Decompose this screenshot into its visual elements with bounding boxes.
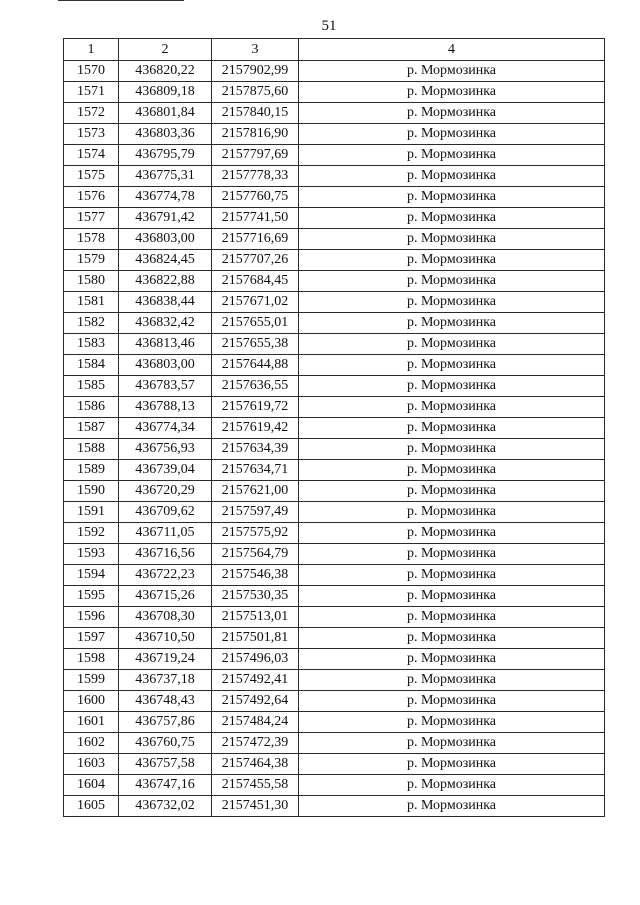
y-coordinate-cell: 2157634,71 xyxy=(212,460,299,481)
table-row xyxy=(64,82,605,103)
table-row xyxy=(64,418,605,439)
point-number-cell: 1570 xyxy=(64,61,119,82)
x-coordinate-cell: 436803,00 xyxy=(119,229,212,250)
point-number-cell: 1583 xyxy=(64,334,119,355)
description-cell: р. Мормозинка xyxy=(299,397,605,418)
x-coordinate-cell: 436775,31 xyxy=(119,166,212,187)
x-coordinate-cell: 436801,84 xyxy=(119,103,212,124)
description-cell: р. Мормозинка xyxy=(299,586,605,607)
top-rule xyxy=(58,0,184,1)
x-coordinate-cell: 436813,46 xyxy=(119,334,212,355)
y-coordinate-cell: 2157472,39 xyxy=(212,733,299,754)
y-coordinate-cell: 2157655,01 xyxy=(212,313,299,334)
x-coordinate-cell: 436709,62 xyxy=(119,502,212,523)
point-number-cell: 1603 xyxy=(64,754,119,775)
x-coordinate-cell: 436791,42 xyxy=(119,208,212,229)
description-cell: р. Мормозинка xyxy=(299,376,605,397)
table-row xyxy=(64,292,605,313)
point-number-cell: 1592 xyxy=(64,523,119,544)
point-number-cell: 1591 xyxy=(64,502,119,523)
description-cell: р. Мормозинка xyxy=(299,754,605,775)
x-coordinate-cell: 436832,42 xyxy=(119,313,212,334)
table-row xyxy=(64,355,605,376)
description-cell: р. Мормозинка xyxy=(299,250,605,271)
description-cell: р. Мормозинка xyxy=(299,607,605,628)
x-coordinate-cell: 436788,13 xyxy=(119,397,212,418)
point-number-cell: 1572 xyxy=(64,103,119,124)
x-coordinate-cell: 436774,78 xyxy=(119,187,212,208)
table-row xyxy=(64,376,605,397)
point-number-cell: 1605 xyxy=(64,796,119,817)
description-cell: р. Мормозинка xyxy=(299,670,605,691)
point-number-cell: 1594 xyxy=(64,565,119,586)
table-row xyxy=(64,460,605,481)
x-coordinate-cell: 436722,23 xyxy=(119,565,212,586)
description-cell: р. Мормозинка xyxy=(299,208,605,229)
table-row xyxy=(64,586,605,607)
description-cell: р. Мормозинка xyxy=(299,145,605,166)
description-cell: р. Мормозинка xyxy=(299,229,605,250)
x-coordinate-cell: 436747,16 xyxy=(119,775,212,796)
point-number-cell: 1596 xyxy=(64,607,119,628)
description-cell: р. Мормозинка xyxy=(299,523,605,544)
description-cell: р. Мормозинка xyxy=(299,313,605,334)
table-row xyxy=(64,628,605,649)
description-cell: р. Мормозинка xyxy=(299,334,605,355)
y-coordinate-cell: 2157464,38 xyxy=(212,754,299,775)
description-cell: р. Мормозинка xyxy=(299,82,605,103)
table-row xyxy=(64,607,605,628)
table-row xyxy=(64,187,605,208)
table-row xyxy=(64,775,605,796)
x-coordinate-cell: 436720,29 xyxy=(119,481,212,502)
table-row xyxy=(64,565,605,586)
y-coordinate-cell: 2157546,38 xyxy=(212,565,299,586)
point-number-cell: 1597 xyxy=(64,628,119,649)
point-number-cell: 1590 xyxy=(64,481,119,502)
table-row xyxy=(64,334,605,355)
y-coordinate-cell: 2157778,33 xyxy=(212,166,299,187)
column-header-3: 3 xyxy=(212,39,299,61)
description-cell: р. Мормозинка xyxy=(299,796,605,817)
table-row xyxy=(64,544,605,565)
table-header-row xyxy=(64,39,605,61)
y-coordinate-cell: 2157455,58 xyxy=(212,775,299,796)
x-coordinate-cell: 436822,88 xyxy=(119,271,212,292)
y-coordinate-cell: 2157671,02 xyxy=(212,292,299,313)
page-number: 51 xyxy=(321,18,337,34)
point-number-cell: 1602 xyxy=(64,733,119,754)
table-row xyxy=(64,124,605,145)
point-number-cell: 1571 xyxy=(64,82,119,103)
column-header-2: 2 xyxy=(119,39,212,61)
y-coordinate-cell: 2157636,55 xyxy=(212,376,299,397)
x-coordinate-cell: 436708,30 xyxy=(119,607,212,628)
coordinates-table xyxy=(63,38,605,817)
description-cell: р. Мормозинка xyxy=(299,565,605,586)
y-coordinate-cell: 2157840,15 xyxy=(212,103,299,124)
description-cell: р. Мормозинка xyxy=(299,187,605,208)
column-header-1: 1 xyxy=(64,39,119,61)
description-cell: р. Мормозинка xyxy=(299,502,605,523)
table-row xyxy=(64,229,605,250)
x-coordinate-cell: 436737,18 xyxy=(119,670,212,691)
description-cell: р. Мормозинка xyxy=(299,649,605,670)
description-cell: р. Мормозинка xyxy=(299,271,605,292)
point-number-cell: 1584 xyxy=(64,355,119,376)
description-cell: р. Мормозинка xyxy=(299,544,605,565)
x-coordinate-cell: 436774,34 xyxy=(119,418,212,439)
y-coordinate-cell: 2157741,50 xyxy=(212,208,299,229)
description-cell: р. Мормозинка xyxy=(299,628,605,649)
table-row xyxy=(64,670,605,691)
table-row xyxy=(64,61,605,82)
x-coordinate-cell: 436760,75 xyxy=(119,733,212,754)
description-cell: р. Мормозинка xyxy=(299,712,605,733)
table-row xyxy=(64,523,605,544)
y-coordinate-cell: 2157760,75 xyxy=(212,187,299,208)
x-coordinate-cell: 436809,18 xyxy=(119,82,212,103)
description-cell: р. Мормозинка xyxy=(299,775,605,796)
x-coordinate-cell: 436795,79 xyxy=(119,145,212,166)
table-row xyxy=(64,649,605,670)
table-row xyxy=(64,103,605,124)
y-coordinate-cell: 2157501,81 xyxy=(212,628,299,649)
point-number-cell: 1580 xyxy=(64,271,119,292)
x-coordinate-cell: 436711,05 xyxy=(119,523,212,544)
table-row xyxy=(64,796,605,817)
y-coordinate-cell: 2157451,30 xyxy=(212,796,299,817)
point-number-cell: 1585 xyxy=(64,376,119,397)
y-coordinate-cell: 2157496,03 xyxy=(212,649,299,670)
y-coordinate-cell: 2157655,38 xyxy=(212,334,299,355)
description-cell: р. Мормозинка xyxy=(299,166,605,187)
table-row xyxy=(64,250,605,271)
description-cell: р. Мормозинка xyxy=(299,103,605,124)
point-number-cell: 1586 xyxy=(64,397,119,418)
point-number-cell: 1598 xyxy=(64,649,119,670)
point-number-cell: 1578 xyxy=(64,229,119,250)
table-body xyxy=(64,61,605,817)
y-coordinate-cell: 2157530,35 xyxy=(212,586,299,607)
x-coordinate-cell: 436838,44 xyxy=(119,292,212,313)
point-number-cell: 1574 xyxy=(64,145,119,166)
y-coordinate-cell: 2157621,00 xyxy=(212,481,299,502)
point-number-cell: 1593 xyxy=(64,544,119,565)
y-coordinate-cell: 2157902,99 xyxy=(212,61,299,82)
y-coordinate-cell: 2157619,42 xyxy=(212,418,299,439)
table-row xyxy=(64,754,605,775)
description-cell: р. Мормозинка xyxy=(299,439,605,460)
y-coordinate-cell: 2157634,39 xyxy=(212,439,299,460)
description-cell: р. Мормозинка xyxy=(299,292,605,313)
point-number-cell: 1595 xyxy=(64,586,119,607)
description-cell: р. Мормозинка xyxy=(299,61,605,82)
x-coordinate-cell: 436824,45 xyxy=(119,250,212,271)
point-number-cell: 1604 xyxy=(64,775,119,796)
y-coordinate-cell: 2157513,01 xyxy=(212,607,299,628)
table-row xyxy=(64,271,605,292)
table-row xyxy=(64,502,605,523)
description-cell: р. Мормозинка xyxy=(299,355,605,376)
y-coordinate-cell: 2157575,92 xyxy=(212,523,299,544)
description-cell: р. Мормозинка xyxy=(299,733,605,754)
point-number-cell: 1575 xyxy=(64,166,119,187)
point-number-cell: 1587 xyxy=(64,418,119,439)
point-number-cell: 1577 xyxy=(64,208,119,229)
point-number-cell: 1579 xyxy=(64,250,119,271)
y-coordinate-cell: 2157597,49 xyxy=(212,502,299,523)
point-number-cell: 1581 xyxy=(64,292,119,313)
table-row xyxy=(64,145,605,166)
table-row xyxy=(64,712,605,733)
point-number-cell: 1600 xyxy=(64,691,119,712)
table-row xyxy=(64,313,605,334)
table-row xyxy=(64,397,605,418)
y-coordinate-cell: 2157875,60 xyxy=(212,82,299,103)
y-coordinate-cell: 2157492,64 xyxy=(212,691,299,712)
table-row xyxy=(64,439,605,460)
y-coordinate-cell: 2157484,24 xyxy=(212,712,299,733)
x-coordinate-cell: 436719,24 xyxy=(119,649,212,670)
table-row xyxy=(64,691,605,712)
y-coordinate-cell: 2157619,72 xyxy=(212,397,299,418)
table-row xyxy=(64,208,605,229)
point-number-cell: 1601 xyxy=(64,712,119,733)
table-row xyxy=(64,733,605,754)
y-coordinate-cell: 2157684,45 xyxy=(212,271,299,292)
point-number-cell: 1573 xyxy=(64,124,119,145)
column-header-4: 4 xyxy=(299,39,605,61)
x-coordinate-cell: 436757,58 xyxy=(119,754,212,775)
description-cell: р. Мормозинка xyxy=(299,124,605,145)
x-coordinate-cell: 436739,04 xyxy=(119,460,212,481)
y-coordinate-cell: 2157707,26 xyxy=(212,250,299,271)
point-number-cell: 1599 xyxy=(64,670,119,691)
y-coordinate-cell: 2157716,69 xyxy=(212,229,299,250)
x-coordinate-cell: 436716,56 xyxy=(119,544,212,565)
point-number-cell: 1582 xyxy=(64,313,119,334)
description-cell: р. Мормозинка xyxy=(299,418,605,439)
x-coordinate-cell: 436757,86 xyxy=(119,712,212,733)
x-coordinate-cell: 436715,26 xyxy=(119,586,212,607)
x-coordinate-cell: 436803,36 xyxy=(119,124,212,145)
y-coordinate-cell: 2157644,88 xyxy=(212,355,299,376)
x-coordinate-cell: 436783,57 xyxy=(119,376,212,397)
x-coordinate-cell: 436732,02 xyxy=(119,796,212,817)
description-cell: р. Мормозинка xyxy=(299,481,605,502)
x-coordinate-cell: 436710,50 xyxy=(119,628,212,649)
x-coordinate-cell: 436803,00 xyxy=(119,355,212,376)
description-cell: р. Мормозинка xyxy=(299,460,605,481)
table-row xyxy=(64,166,605,187)
y-coordinate-cell: 2157816,90 xyxy=(212,124,299,145)
point-number-cell: 1588 xyxy=(64,439,119,460)
point-number-cell: 1589 xyxy=(64,460,119,481)
x-coordinate-cell: 436756,93 xyxy=(119,439,212,460)
x-coordinate-cell: 436820,22 xyxy=(119,61,212,82)
y-coordinate-cell: 2157797,69 xyxy=(212,145,299,166)
description-cell: р. Мормозинка xyxy=(299,691,605,712)
y-coordinate-cell: 2157564,79 xyxy=(212,544,299,565)
table-row xyxy=(64,481,605,502)
y-coordinate-cell: 2157492,41 xyxy=(212,670,299,691)
x-coordinate-cell: 436748,43 xyxy=(119,691,212,712)
point-number-cell: 1576 xyxy=(64,187,119,208)
